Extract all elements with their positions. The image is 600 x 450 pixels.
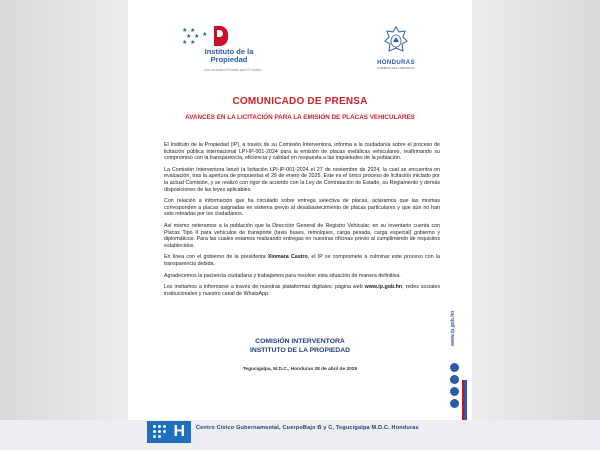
paragraph-text: , el IP se compromete a culminar este proceso con la transparencia debida.: [164, 254, 441, 267]
honduras-logo: [371, 26, 421, 76]
signature-block: [128, 337, 472, 355]
youtube-icon[interactable]: [450, 387, 459, 396]
footer-address: Centro Cívico Gubernamental, CuerpoBajo B y C, Tegucigalpa M.D.C. Honduras: [196, 425, 419, 431]
paragraph-text: En línea con el gobierno de la presidenta: [164, 254, 268, 261]
ip-p-mark-icon: [214, 26, 228, 46]
paragraph-text: , redes sociales institucionales y nuestro canal de WhatsApp.: [164, 284, 440, 297]
footer-logo-letter: H: [173, 423, 185, 440]
honduras-title: HONDURAS: [377, 60, 415, 66]
accent-bar-blue: [464, 380, 467, 420]
ip-logo-tagline: Una verdadera Prioridad para El Cambio: [204, 68, 262, 72]
press-release-page: [128, 0, 472, 420]
document-title: COMUNICADO DE PRENSA: [232, 96, 368, 107]
document-date: Tegucigalpa, M.D.C., Honduras 28 de abril de 2025: [242, 367, 358, 372]
signature-line-1: COMISIÓN INTERVENTORA: [255, 338, 345, 345]
side-url[interactable]: www.ip.gob.hn: [450, 310, 456, 346]
background-right: [472, 0, 600, 450]
website-link[interactable]: www.ip.gob.hn: [364, 284, 403, 291]
paragraph: Agradecemos la paciencia ciudadana y trabajamos para resolver esta situación de manera definitiva.: [164, 272, 401, 279]
dots-icon: [153, 425, 169, 439]
ip-logo: [180, 26, 272, 76]
document-subtitle: AVANCES EN LA LICITACIÓN PARA LA EMISIÓN DE PLACAS VEHICULARES: [185, 114, 415, 121]
paragraph: [164, 284, 440, 297]
x-icon[interactable]: [450, 399, 459, 408]
facebook-icon[interactable]: [450, 363, 459, 372]
footer-h-logo: [147, 421, 191, 443]
honduras-subtitle: GOBIERNO DE LA REPÚBLICA: [377, 67, 415, 70]
paragraph: La Comisión Interventora lanzó la licitación LPI-IP-001-2024 el 27 de noviembre de 2024, la cual se encuentra en evaluación, tras la apertura de propuestas el 29 de enero de 2025. Este es el único proceso de licitación iniciado por la actual Comisión, y se realizó con rigor de acuerdo con la Ley de Contratación de Estado, su Reglamento y demás disposiciones de las leyes aplicables.: [164, 166, 440, 193]
paragraph: [164, 254, 440, 267]
instagram-icon[interactable]: [450, 375, 459, 384]
paragraph: El Instituto de la Propiedad (IP), a través de su Comisión Interventora, informa a la ciudadanía sobre el proceso de licitación pública internacional LPI-IP-001-2024 para la emisión de placas metálicas vehiculares, reafirmando su compromiso con la transparencia, eficiencia y calidad en respuesta a las inquietudes de la población.: [164, 142, 440, 162]
ip-logo-name: Instituto de la Propiedad: [204, 47, 254, 64]
stars-icon: ★ ★ ★ ★ ★ ★ ★: [182, 28, 208, 46]
president-name: Xiomara Castro: [267, 254, 308, 261]
paragraph-text: Les invitamos a informarse a través de nuestras plataformas digitales: página web: [164, 284, 365, 291]
paragraph: Con relación a información que ha circulado sobre entrega selectiva de placas, aclaramos que las mismas corresponden a placas asignadas en sistema previo al desabastecimiento de placas particulares y que aún no han sido retiradas por los ciudadanos.: [164, 198, 440, 218]
coat-of-arms-icon: [384, 26, 408, 56]
signature-line-2: INSTITUTO DE LA PROPIEDAD: [249, 347, 351, 354]
paragraph: Así mismo reiteramos a la población que la Dirección General de Registro Vehicular, en su inventario cuenta con Placas Tipo II para vehículos de transporte (taxis buses, remolques, carga pesada, carga especial) gobierno y diplomáticos. Para las cuales estamos realizando entregas en nuestras oficinas previo al cumplimiento de requisitos establecidos.: [164, 222, 440, 249]
document-body: [164, 142, 440, 302]
background-left: [0, 0, 128, 450]
